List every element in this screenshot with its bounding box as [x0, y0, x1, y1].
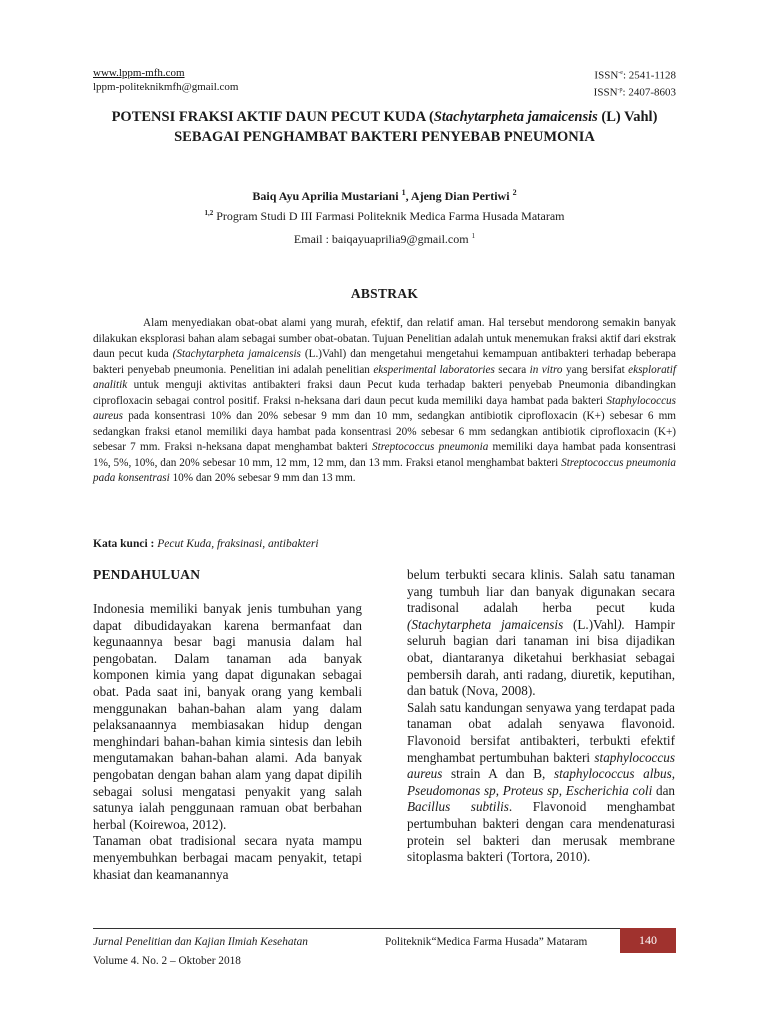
author-2: Ajeng Dian Pertiwi — [410, 189, 513, 203]
body-text: dan — [652, 782, 676, 798]
page-number: 140 — [639, 933, 657, 947]
body-italic: Proteus sp — [502, 782, 559, 798]
abstract-italic: (Stachytarpheta jamaicensis — [172, 348, 301, 360]
abstract-text: untuk menguji aktivitas antibakteri fraksi daun Pecut kuda terhadap bakteri penyebab Pneumonia dibandingkan ciprofloxacin sebagai control positif. Fraksi n-heksana dari daun pecut kuda memiliki daya hambat pada bakteri — [93, 379, 676, 407]
body-paragraph — [407, 700, 675, 866]
body-italic: Escherichia coli — [565, 782, 653, 798]
author-separator: , — [405, 189, 411, 203]
paper-title — [93, 107, 676, 147]
abstract-text: memiliki daya hambat pada konsentrasi 1%, 5%, 10%, dan 20% sebesar 10 mm, 12 mm, 12 mm, dan 13 mm. Fraksi etanol menghambat bakteri — [93, 441, 676, 469]
issn-p-label: ISSN — [593, 86, 618, 99]
issn-e-label: ISSN — [594, 69, 619, 82]
abstract-text: yang bersifat — [562, 363, 629, 376]
author-1: Baiq Ayu Aprilia Mustariani — [252, 189, 402, 203]
author-2-sup: 2 — [512, 188, 517, 197]
issn-block — [594, 66, 676, 99]
body-text: Salah satu kandungan senyawa yang terdapat pada tanaman obat adalah senyawa flavonoid. Flavonoid bersifat antibakteri, terbukti efektif menghambat pertumbuhan bakteri — [407, 699, 675, 765]
body-italic: Pseudomonas sp — [407, 782, 496, 798]
author-email-text: Email : baiqayuaprilia9@gmail.com — [293, 232, 472, 246]
body-italic: Bacillus subtilis — [407, 799, 509, 815]
keywords — [93, 538, 319, 550]
website-link[interactable]: www.lppm-mfh.com — [93, 67, 185, 79]
body-text: , — [558, 782, 566, 798]
issn-e-sup: -e — [618, 70, 623, 76]
body-text: , — [495, 782, 503, 798]
footer-publisher: Politeknik“Medica Farma Husada” Mataram — [385, 936, 588, 948]
body-text: belum terbukti secara klinis. Salah satu tanaman yang tumbuh liar dan banyak digunakan secara tradisonal adalah herba pecut kuda — [407, 567, 675, 616]
footer-journal-name: Jurnal Penelitian dan Kajian Ilmiah Kesehatan — [93, 936, 308, 948]
title-species: Stachytarpheta jamaicensis — [433, 109, 598, 125]
abstract-italic: Streptococcus pneumonia — [372, 441, 489, 453]
page-number-badge — [620, 928, 676, 953]
keywords-value: Pecut Kuda, fraksinasi, antibakteri — [157, 538, 319, 550]
abstract-italic: eksperimental laboratories — [373, 363, 495, 376]
abstract-text: 10% dan 20% sebesar 9 mm dan 13 mm. — [169, 472, 356, 484]
abstract-italic: Staphylococcus aureus — [93, 394, 676, 422]
author-1-sup: 1 — [401, 188, 406, 197]
contact-email: lppm-politeknikmfh@gmail.com — [93, 81, 239, 93]
issn-p-value: : 2407-8603 — [622, 86, 676, 99]
abstract-text: (L.)Vahl) dan mengetahui mengetahui kemampuan antibakteri terhadap beberapa bakteri penyebab pneumonia. Penelitian ini adalah penelitian — [93, 348, 676, 376]
abstract-text: Alam menyediakan obat-obat alami yang murah, efektif, dan relatif aman. Hal tersebut mendorong semakin banyak dilakukan eksplorasi bahan alam sebagai sumber obat-obatan. Tujuan Penelitian adalah untuk menemukan fraksi aktif dari ekstrak daun pecut kuda — [93, 317, 676, 360]
issn-p-sup: -p — [617, 86, 623, 93]
body-column-left — [93, 601, 362, 883]
author-email-sup: 1 — [471, 232, 476, 240]
affiliation-text: Program Studi D III Farmasi Politeknik Medica Farma Husada Mataram — [213, 209, 565, 223]
abstract-italic: eksploratif analitik — [93, 363, 676, 391]
affiliation — [93, 209, 676, 224]
body-text: Hampir seluruh bagian dari tanaman ini bisa dijadikan obat, diantaranya diketahui berkhasiat sebagai pembersih darah, anti radang, diuretik, keputihan, dan batuk (Nova, 2008). — [407, 616, 675, 699]
body-text: (L.)Vahl — [563, 616, 618, 632]
body-column-right — [407, 567, 675, 866]
body-italic: (Stachytarpheta jamaicensis — [407, 616, 564, 632]
affiliation-sup: 1,2 — [204, 209, 214, 217]
body-italic: staphylococcus aureus — [407, 749, 675, 782]
author-email — [93, 232, 676, 247]
body-paragraph — [407, 567, 675, 700]
author-list — [93, 188, 676, 204]
body-text: , — [671, 766, 675, 782]
abstract-italic: Streptococcus pneumonia pada konsentrasi — [93, 456, 676, 484]
abstract-heading: ABSTRAK — [350, 286, 419, 301]
abstract-text: pada konsentrasi 10% dan 20% sebesar 9 mm dan 10 mm, sedangkan antibiotik ciprofloxacin (K+) sebesar 6 mm sedangkan fraksi etanol memiliki daya hambat pada konsentrasi 20% sebesar 6 mm sedangkan antibiotik ciprofloxacin (K+) sebesar 7 mm. Fraksi n-heksana dapat menghambat bakteri — [93, 410, 676, 453]
title-part2: (L) Vahl) SEBAGAI PENGHAMBAT BAKTERI PENYEBAB PNEUMONIA — [174, 109, 658, 145]
abstract-body — [93, 316, 676, 487]
body-paragraph: Indonesia memiliki banyak jenis tumbuhan yang dapat dibudidayakan karena bermanfaat dan kegunaannya besar bagi manusia dalam hal pengobatan. Dalam tanaman ada banyak komponen kimia yang dapat digunakan sebagai obat. Pada saat ini, banyak orang yang kembali menggunakan bahan-bahan alam yang dalam pelaksanaannya membiasakan hidup dengan menghindari bahan-bahan kimia sintesis dan lebih mengutamakan bahan-bahan alami. Ada banyak pengobatan dengan bahan alam yang dapat dipilih sebagai solusi mengatasi penyakit yang salah satunya ialah penggunaan ramuan obat berbahan herbal (Koirewoa, 2012). — [93, 601, 362, 832]
body-text: . Flavonoid menghambat pertumbuhan bakteri dengan cara mendenaturasi protein sel bakteri dan merusak membrane sitoplasma bakteri (Tortora, 2010). — [407, 799, 675, 865]
body-text: strain A dan B, — [442, 766, 554, 782]
body-paragraph: Tanaman obat tradisional secara nyata mampu menyembuhkan berbagai macam penyakit, tetapi khasiat dan keamanannya — [93, 833, 362, 882]
issn-p — [594, 83, 676, 100]
journal-header-left — [93, 66, 238, 94]
abstract-italic: in vitro — [529, 363, 563, 376]
body-italic: staphylococcus albus — [553, 766, 672, 782]
body-italic: ). — [617, 616, 625, 632]
title-part1: POTENSI FRAKSI AKTIF DAUN PECUT KUDA ( — [111, 109, 434, 125]
issn-e-value: : 2541-1128 — [622, 69, 676, 82]
section-heading-pendahuluan: PENDAHULUAN — [93, 567, 201, 582]
abstract-text: secara — [494, 363, 530, 376]
footer-volume: Volume 4. No. 2 – Oktober 2018 — [93, 955, 241, 967]
keywords-label: Kata kunci : — [93, 538, 158, 550]
issn-e — [594, 66, 676, 83]
footer-divider — [93, 928, 676, 929]
